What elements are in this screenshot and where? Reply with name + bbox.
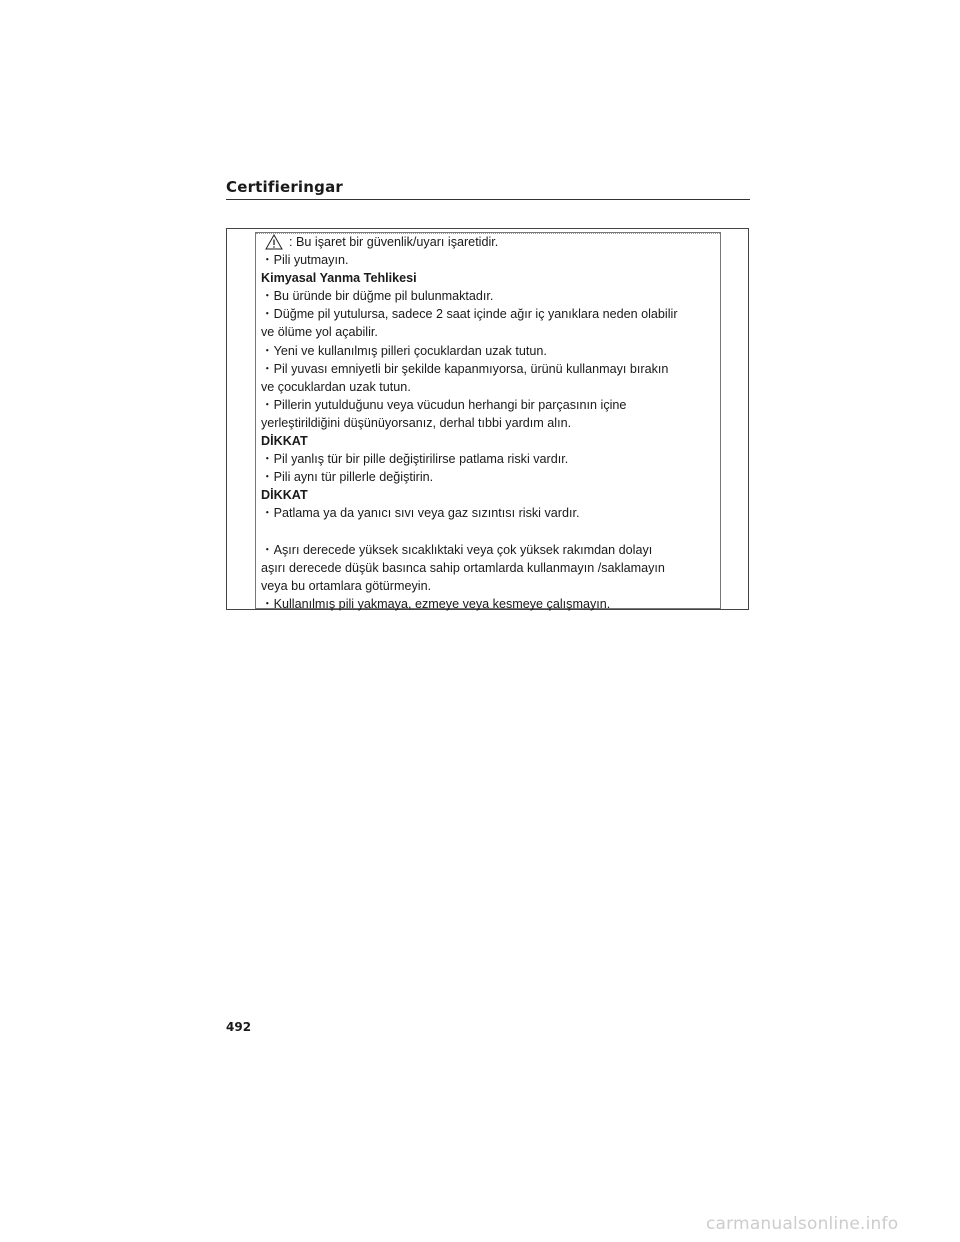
warning-symbol-text: : Bu işaret bir güvenlik/uyarı işaretidir. — [289, 235, 499, 249]
notice-line: ・Pili yutmayın. — [261, 253, 349, 268]
notice-line: ・Kullanılmış pili yakmaya, ezmeye veya kesmeye çalışmayın. — [261, 596, 611, 611]
notice-line: ・Düğme pil yutulursa, sadece 2 saat içinde ağır iç yanıklara neden olabilir — [261, 307, 678, 322]
warning-symbol-line — [261, 233, 721, 251]
notice-line: aşırı derecede düşük basınca sahip ortamlarda kullanmayın /saklamayın — [261, 560, 665, 575]
notice-heading: DİKKAT — [261, 434, 308, 449]
page-number: 492 — [226, 1020, 252, 1034]
notice-line: ・Pili aynı tür pillerle değiştirin. — [261, 470, 434, 485]
notice-line: ve ölüme yol açabilir. — [261, 325, 378, 340]
notice-line: ・Pillerin yutulduğunu veya vücudun herhangi bir parçasının içine — [261, 397, 627, 412]
notice-line: ・Pil yuvası emniyetli bir şekilde kapanmıyorsa, ürünü kullanmayı bırakın — [261, 361, 669, 376]
notice-line: ・Yeni ve kullanılmış pilleri çocuklardan uzak tutun. — [261, 343, 547, 358]
notice-line: ・Aşırı derecede yüksek sıcaklıktaki veya çok yüksek rakımdan dolayı — [261, 542, 653, 557]
watermark: carmanualsonline.info — [706, 1214, 899, 1234]
notice-line — [261, 523, 721, 541]
warning-triangle-icon — [265, 234, 283, 250]
notice-heading: Kimyasal Yanma Tehlikesi — [261, 271, 417, 286]
notice-lines — [261, 251, 721, 613]
section-title: Certifieringar — [226, 178, 344, 196]
notice-line: ・Bu üründe bir düğme pil bulunmaktadır. — [261, 289, 494, 304]
notice-line: yerleştirildiğini düşünüyorsanız, derhal tıbbi yardım alın. — [261, 415, 572, 430]
notice-text-block — [261, 233, 721, 613]
notice-line: ・Patlama ya da yanıcı sıvı veya gaz sızıntısı riski vardır. — [261, 506, 580, 521]
title-divider — [226, 199, 750, 200]
notice-line: veya bu ortamlara götürmeyin. — [261, 578, 432, 593]
notice-heading: DİKKAT — [261, 488, 308, 503]
notice-line: ve çocuklardan uzak tutun. — [261, 379, 411, 394]
notice-line: ・Pil yanlış tür bir pille değiştirilirse patlama riski vardır. — [261, 452, 569, 467]
